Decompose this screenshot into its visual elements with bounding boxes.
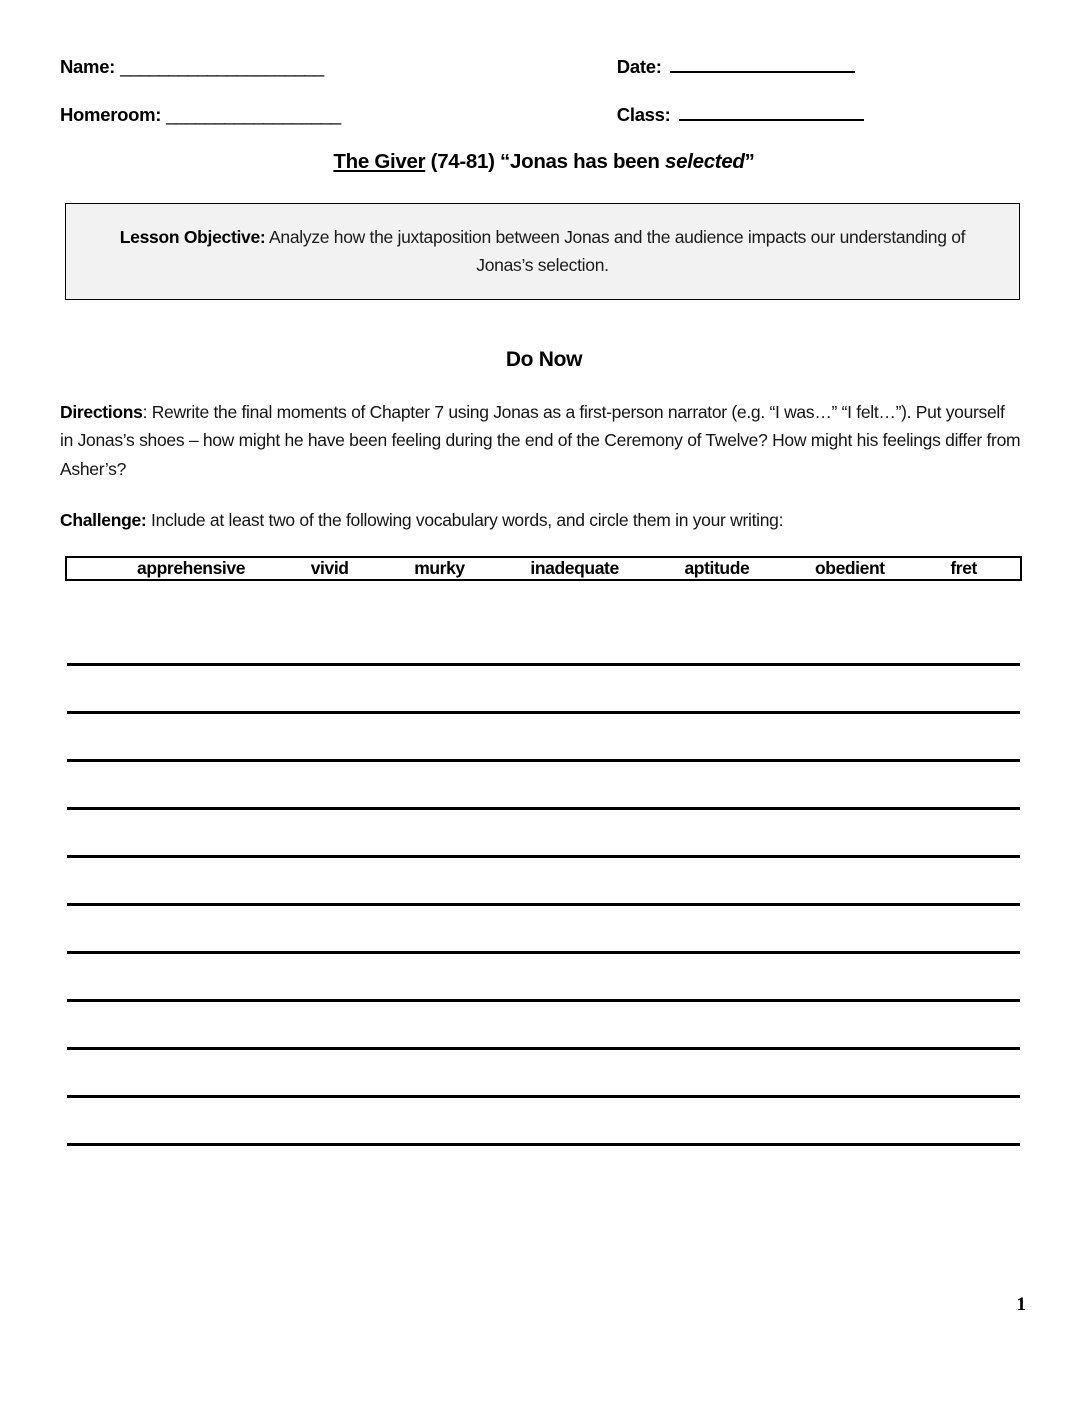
- writing-line[interactable]: [67, 762, 1020, 810]
- date-field-group: [617, 56, 1020, 78]
- writing-line[interactable]: [67, 954, 1020, 1002]
- directions-label: Directions: [60, 402, 143, 422]
- student-info-header: [60, 56, 1020, 142]
- vocabulary-word: inadequate: [530, 558, 619, 578]
- writing-line[interactable]: [67, 858, 1020, 906]
- homeroom-blank[interactable]: __________________: [166, 104, 341, 125]
- vocabulary-word: vivid: [310, 558, 349, 578]
- lesson-objective-box: [65, 203, 1020, 300]
- directions-body: : Rewrite the final moments of Chapter 7 using Jonas as a first-person narrator (e.g. “I was…” “I felt…”). Put yourself in Jonas’s shoes – how might he have been feeling during the end of the Ceremony of Twelve? How might his feelings differ from Asher’s?: [60, 402, 1021, 479]
- vocabulary-word-list: [137, 558, 977, 579]
- do-now-heading: Do Now: [505, 348, 583, 371]
- challenge-paragraph: [60, 506, 1022, 534]
- vocabulary-word-bank: [65, 556, 1022, 581]
- homeroom-field-group: [60, 104, 617, 126]
- date-blank[interactable]: [670, 58, 855, 73]
- lesson-objective-body: Analyze how the juxtaposition between Jonas and the audience impacts our understanding of Jonas’s selection.: [265, 227, 966, 275]
- page-title-italic: selected: [665, 150, 745, 173]
- name-date-row: [60, 56, 1020, 94]
- vocabulary-word: obedient: [814, 558, 885, 578]
- writing-line[interactable]: [67, 618, 1020, 666]
- writing-line[interactable]: [67, 1098, 1020, 1146]
- challenge-body: Include at least two of the following vocabulary words, and circle them in your writing:: [146, 510, 784, 530]
- lesson-objective-text: [103, 224, 983, 278]
- writing-line[interactable]: [67, 1002, 1020, 1050]
- class-label: Class:: [616, 104, 671, 125]
- writing-line[interactable]: [67, 666, 1020, 714]
- writing-lines-area[interactable]: [67, 618, 1020, 1146]
- homeroom-label: Homeroom:: [60, 104, 162, 125]
- name-blank[interactable]: _____________________: [120, 56, 324, 77]
- page-number: 1: [1016, 1294, 1026, 1315]
- page-title-end: ”: [744, 150, 755, 173]
- page-title: [0, 150, 1088, 174]
- lesson-objective-label: Lesson Objective:: [119, 227, 266, 248]
- name-label: Name:: [60, 56, 116, 77]
- name-field-group: [60, 56, 617, 78]
- vocabulary-word: fret: [950, 558, 977, 578]
- writing-line[interactable]: [67, 1050, 1020, 1098]
- date-label: Date:: [616, 56, 662, 77]
- directions-paragraph: [60, 398, 1022, 483]
- class-blank[interactable]: [679, 106, 864, 121]
- vocabulary-word: aptitude: [684, 558, 750, 578]
- vocabulary-word: murky: [414, 558, 465, 578]
- challenge-label: Challenge:: [60, 510, 147, 530]
- homeroom-class-row: [60, 104, 1020, 142]
- page-title-middle: (74-81) “Jonas has been: [425, 150, 665, 173]
- page-title-book: The Giver: [333, 150, 426, 173]
- vocabulary-word: apprehensive: [137, 558, 246, 578]
- class-field-group: [617, 104, 1020, 126]
- writing-line[interactable]: [67, 810, 1020, 858]
- writing-line[interactable]: [67, 906, 1020, 954]
- writing-line[interactable]: [67, 714, 1020, 762]
